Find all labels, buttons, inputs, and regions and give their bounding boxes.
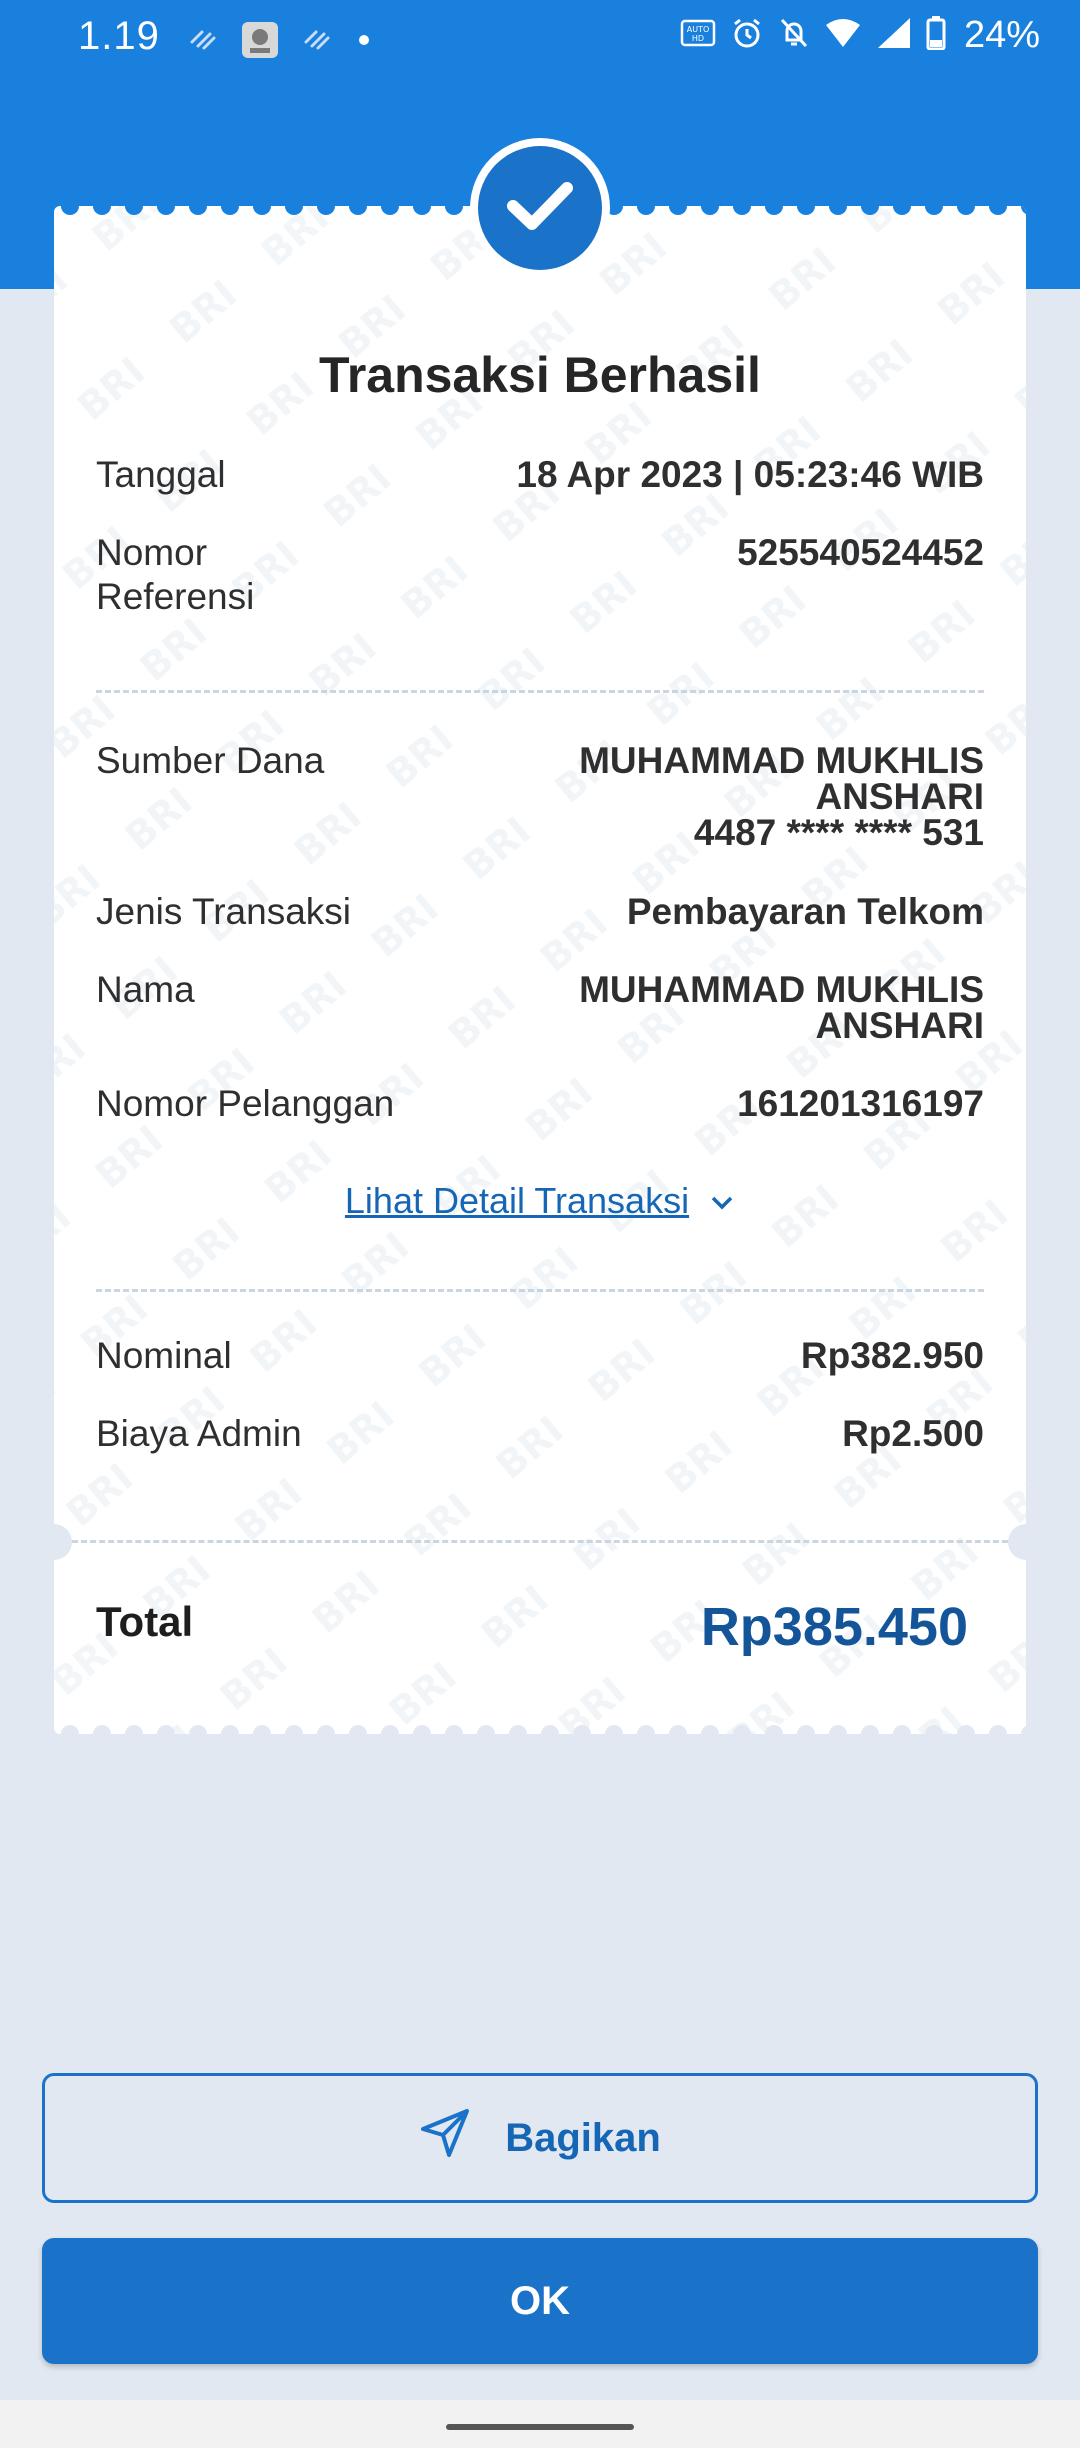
signal-icon [876, 16, 912, 55]
nominal-label: Nominal [96, 1335, 232, 1376]
battery-percent: 24% [963, 14, 1040, 56]
home-gesture-handle[interactable] [446, 2424, 634, 2430]
receipt-scallop-bottom [54, 1718, 1026, 1734]
battery-icon [926, 16, 946, 55]
total-divider [54, 1540, 1026, 1543]
admin-fee-label: Biaya Admin [96, 1413, 302, 1454]
wifi-icon [824, 17, 862, 54]
ok-button[interactable] [42, 2238, 1038, 2364]
transaction-type-value: Pembayaran Telkom [626, 891, 984, 932]
total-value: Rp385.450 [700, 1597, 968, 1657]
mute-icon [778, 16, 810, 55]
receipt-notch-left [36, 1524, 72, 1560]
divider [96, 690, 984, 693]
alarm-icon [730, 16, 764, 55]
chevron-down-icon [709, 1194, 735, 1212]
notification-icon [302, 28, 332, 57]
name-value-line2: ANSHARI [815, 1005, 984, 1046]
auto-hd-icon [680, 18, 716, 53]
divider [96, 1289, 984, 1292]
customer-number-value: 161201316197 [737, 1083, 984, 1124]
svg-text:AUTO: AUTO [686, 25, 710, 34]
dot-icon [354, 30, 374, 55]
admin-fee-value: Rp2.500 [842, 1413, 984, 1454]
success-badge [470, 138, 610, 278]
reference-label-line1: Nomor [96, 532, 208, 573]
check-icon [505, 178, 575, 239]
source-name-line1: MUHAMMAD MUKHLIS [579, 740, 984, 781]
photo-icon [240, 20, 280, 65]
status-bar [0, 0, 1080, 80]
detail-transaction-link[interactable] [54, 1180, 1026, 1222]
total-label: Total [96, 1598, 194, 1645]
tanggal-label: Tanggal [96, 454, 226, 495]
notification-icon [188, 28, 218, 57]
tanggal-value: 18 Apr 2023 | 05:23:46 WIB [516, 454, 984, 495]
share-button[interactable] [42, 2073, 1038, 2203]
send-icon [419, 2107, 471, 2169]
nominal-value: Rp382.950 [800, 1335, 984, 1376]
share-button-label: Bagikan [505, 2115, 661, 2160]
source-card-number: 4487 **** **** 531 [693, 812, 984, 853]
source-name-line2: ANSHARI [815, 776, 984, 817]
page-title: Transaksi Berhasil [319, 347, 761, 403]
reference-label-line2: Referensi [96, 576, 255, 617]
name-value-line1: MUHAMMAD MUKHLIS [579, 969, 984, 1010]
svg-text:HD: HD [691, 34, 705, 43]
name-label: Nama [96, 969, 195, 1010]
detail-link-label: Lihat Detail Transaksi [344, 1180, 690, 1221]
status-time: 1.19 [78, 14, 160, 58]
ok-button-label: OK [510, 2278, 570, 2323]
transaction-type-label: Jenis Transaksi [96, 891, 351, 932]
receipt-notch-right [1008, 1524, 1044, 1560]
customer-number-label: Nomor Pelanggan [96, 1083, 395, 1124]
source-label: Sumber Dana [96, 740, 325, 781]
reference-value: 525540524452 [737, 532, 984, 573]
